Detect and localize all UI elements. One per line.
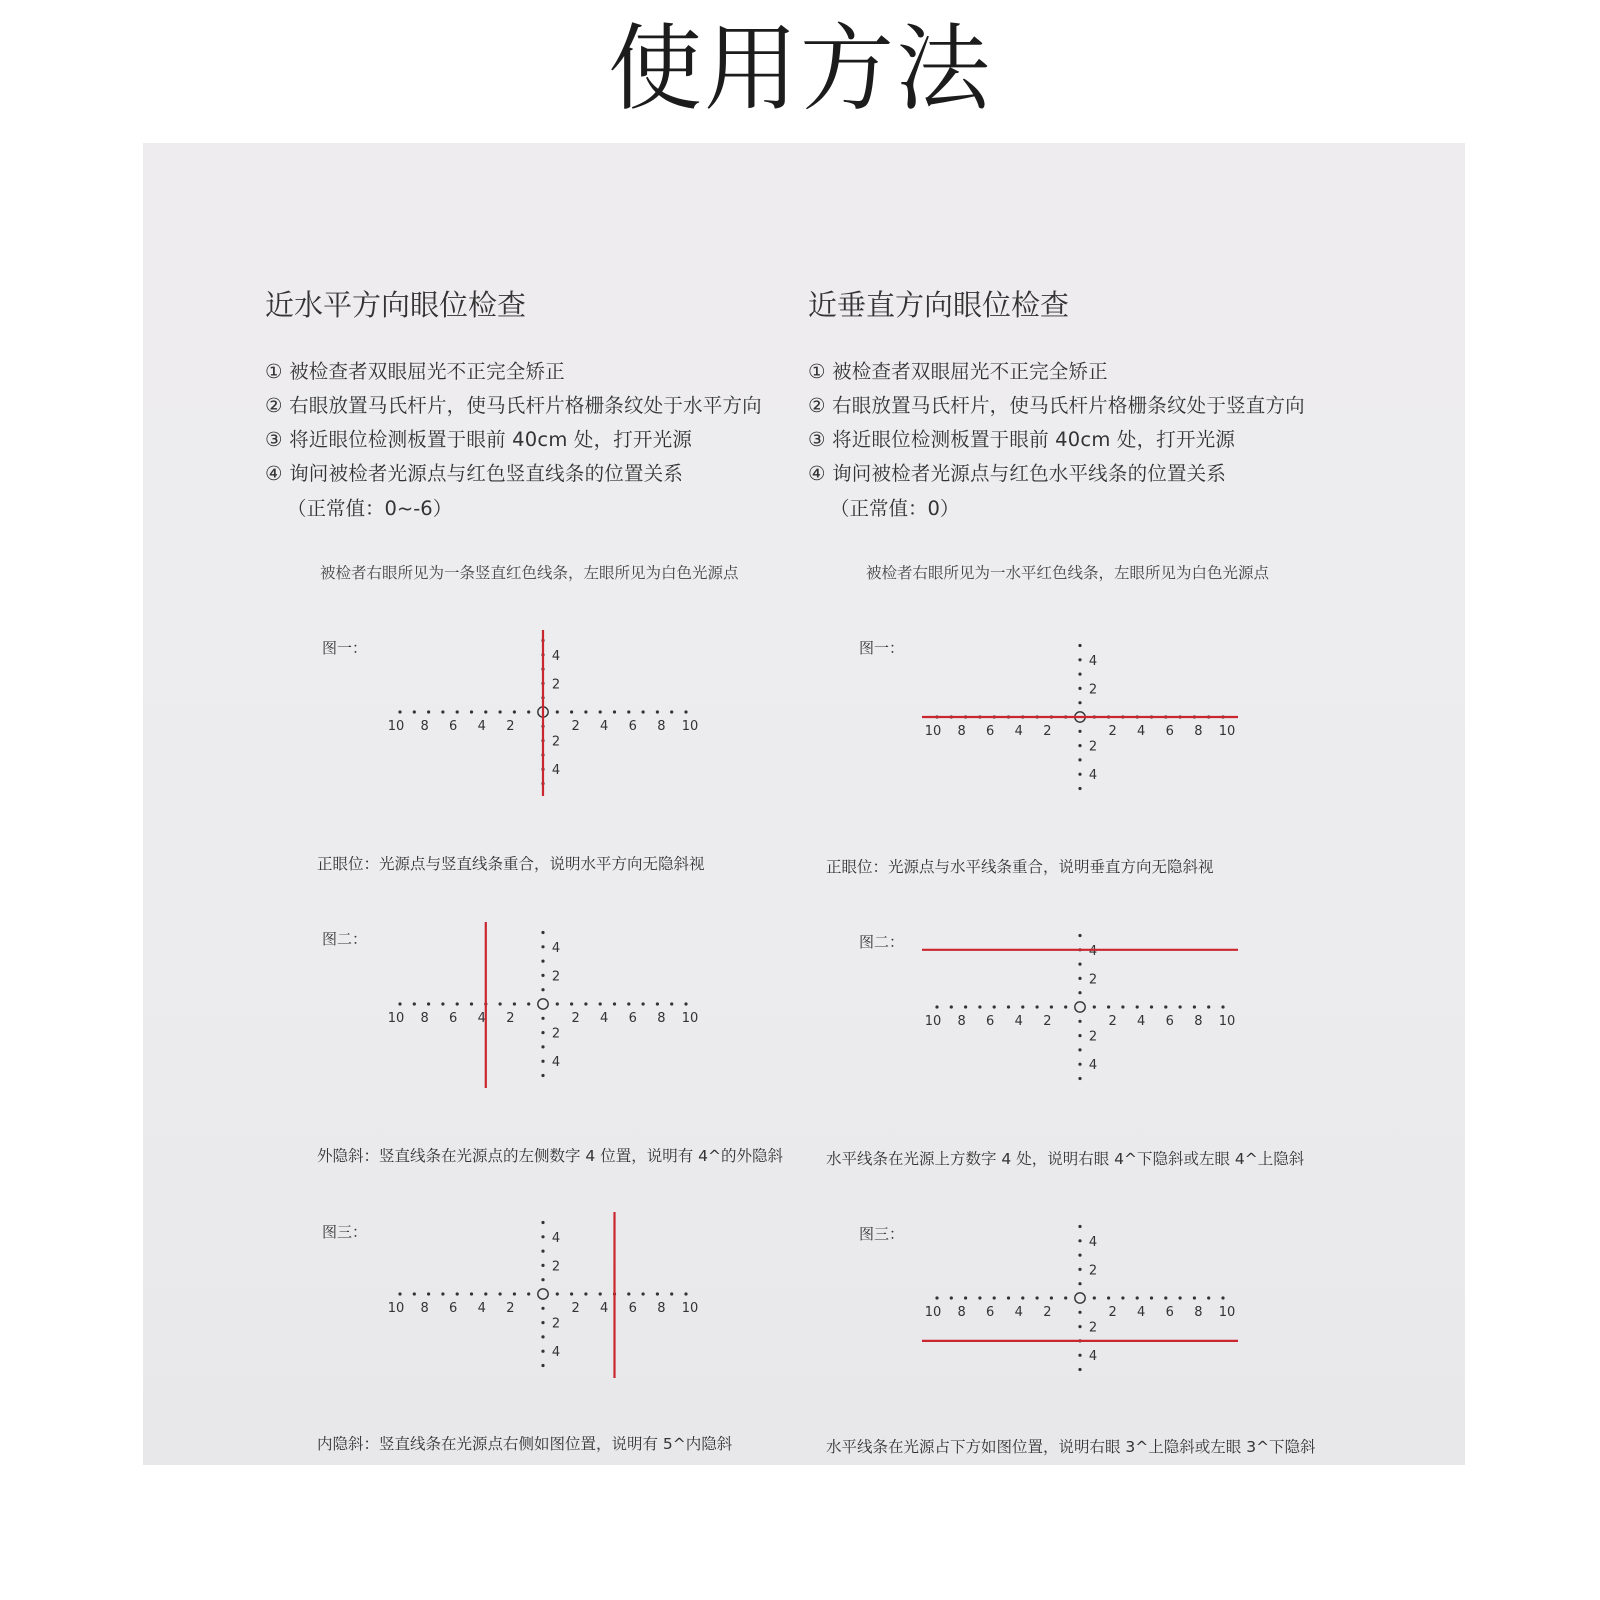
normal-value: （正常值：0） <box>830 497 960 520</box>
axis-dot <box>541 1221 544 1224</box>
axis-dot <box>1078 758 1081 761</box>
axis-tick-label: 6 <box>986 1305 995 1320</box>
axis-dot <box>427 1002 430 1005</box>
axis-tick-label: 10 <box>1218 1014 1236 1029</box>
axis-dot <box>541 945 544 948</box>
axis-tick-label: 10 <box>1218 1305 1236 1320</box>
axis-dot <box>1193 1296 1196 1299</box>
axis-tick-label: 6 <box>449 719 458 734</box>
axis-dot <box>541 974 544 977</box>
axis-tick-label: 4 <box>1014 1014 1023 1029</box>
axis-dot <box>541 1364 544 1367</box>
axis-tick-label: 2 <box>551 1316 561 1332</box>
axis-tick-label: 6 <box>1165 1014 1174 1029</box>
axis-dot <box>513 710 516 713</box>
axis-tick-label: 4 <box>1137 1014 1146 1029</box>
figure-3-caption: 水平线条在光源占下方如图位置，说明右眼 3^上隐斜或左眼 3^下隐斜 <box>826 1438 1316 1456</box>
axis-tick-label: 4 <box>1137 1305 1146 1320</box>
axis-dot <box>978 1005 981 1008</box>
axis-dot <box>541 1264 544 1267</box>
axis-dot <box>1221 1296 1224 1299</box>
axis-dot <box>684 1292 687 1295</box>
axis-tick-label: 8 <box>1194 724 1203 739</box>
axis-tick-label: 8 <box>420 719 429 734</box>
axis-dot <box>470 1292 473 1295</box>
axis-dot <box>670 1292 673 1295</box>
axis-dot <box>1078 1225 1081 1228</box>
axis-tick-label: 4 <box>551 763 561 779</box>
axis-tick-label: 2 <box>1043 1014 1052 1029</box>
axis-dot <box>556 710 559 713</box>
axis-dot <box>556 1292 559 1295</box>
axis-dot <box>599 1002 602 1005</box>
axis-dot <box>1136 1296 1139 1299</box>
axis-dot <box>670 1002 673 1005</box>
axis-dot <box>541 1017 544 1020</box>
axis-dot <box>527 1292 530 1295</box>
axis-dot <box>656 1292 659 1295</box>
axis-dot <box>599 1292 602 1295</box>
step-1: ① 被检查者双眼屈光不正完全矫正 <box>808 360 1108 383</box>
axis-dot <box>684 1002 687 1005</box>
axis-dot <box>1107 1296 1110 1299</box>
axis-dot <box>1078 730 1081 733</box>
axis-dot <box>1164 1005 1167 1008</box>
step-2: ② 右眼放置马氏杆片，使马氏杆片格栅条纹处于水平方向 <box>265 394 762 417</box>
axis-dot <box>499 710 502 713</box>
axis-dot <box>499 1292 502 1295</box>
axis-dot <box>470 1002 473 1005</box>
axis-dot <box>1193 1005 1196 1008</box>
axis-tick-label: 6 <box>628 1011 637 1026</box>
cross-axis <box>388 931 699 1077</box>
step-4: ④ 询问被检者光源点与红色水平线条的位置关系 <box>808 462 1227 485</box>
axis-tick-label: 2 <box>506 1301 515 1316</box>
axis-tick-label: 2 <box>1088 739 1098 755</box>
axis-dot <box>541 1335 544 1338</box>
axis-tick-label: 6 <box>628 719 637 734</box>
axis-tick-label: 2 <box>1088 1029 1098 1045</box>
axis-dot <box>1021 1296 1024 1299</box>
axis-dot <box>656 710 659 713</box>
section-heading: 近水平方向眼位检查 <box>265 288 527 322</box>
axis-dot <box>570 710 573 713</box>
axis-tick-label: 6 <box>449 1301 458 1316</box>
page-title: 使用方法 <box>607 15 992 124</box>
axis-dot <box>642 1292 645 1295</box>
axis-dot <box>398 1002 401 1005</box>
axis-dot <box>964 1296 967 1299</box>
axis-tick-label: 4 <box>1088 1058 1098 1074</box>
figure-2-label: 图二： <box>859 933 905 951</box>
axis-dot <box>599 710 602 713</box>
axis-tick-label: 2 <box>571 719 580 734</box>
axis-dot <box>1036 1005 1039 1008</box>
axis-tick-label: 10 <box>387 719 405 734</box>
figure-3-diagram <box>900 1198 1260 1398</box>
axis-dot <box>441 1292 444 1295</box>
axis-dot <box>1179 1296 1182 1299</box>
axis-dot <box>950 1296 953 1299</box>
axis-tick-label: 10 <box>387 1301 405 1316</box>
axis-dot <box>627 1292 630 1295</box>
axis-tick-label: 10 <box>387 1011 405 1026</box>
normal-value: （正常值：0~-6） <box>287 497 453 520</box>
axis-dot <box>978 1296 981 1299</box>
axis-tick-label: 2 <box>551 1259 561 1275</box>
axis-tick-label: 2 <box>1108 724 1117 739</box>
step-4: ④ 询问被检者光源点与红色竖直线条的位置关系 <box>265 462 684 485</box>
step-1: ① 被检查者双眼屈光不正完全矫正 <box>265 360 565 383</box>
axis-dot <box>1078 1368 1081 1371</box>
axis-tick-label: 10 <box>681 719 699 734</box>
axis-dot <box>1078 1077 1081 1080</box>
axis-tick-label: 2 <box>571 1011 580 1026</box>
axis-dot <box>584 710 587 713</box>
axis-dot <box>541 1250 544 1253</box>
axis-dot <box>1121 1005 1124 1008</box>
axis-dot <box>1078 1034 1081 1037</box>
figure-1-label: 图一： <box>859 639 905 657</box>
cross-axis <box>388 1221 699 1367</box>
axis-dot <box>570 1292 573 1295</box>
axis-dot <box>1078 687 1081 690</box>
axis-dot <box>993 1296 996 1299</box>
axis-tick-label: 4 <box>1088 943 1098 959</box>
vertical-exam-column <box>808 0 1348 1600</box>
axis-dot <box>1078 977 1081 980</box>
axis-dot <box>1050 1005 1053 1008</box>
light-source-ring <box>538 1289 548 1299</box>
axis-tick-label: 10 <box>924 1305 942 1320</box>
figure-1-caption: 正眼位：光源点与竖直线条重合，说明水平方向无隐斜视 <box>317 855 705 873</box>
axis-tick-label: 2 <box>1043 724 1052 739</box>
axis-tick-label: 6 <box>449 1011 458 1026</box>
axis-dot <box>427 710 430 713</box>
figure-3-label: 图三： <box>322 1223 368 1241</box>
axis-dot <box>613 710 616 713</box>
axis-dot <box>1021 1005 1024 1008</box>
figure-2-diagram <box>900 907 1260 1107</box>
axis-dot <box>642 1002 645 1005</box>
axis-dot <box>1064 1005 1067 1008</box>
axis-dot <box>1078 1268 1081 1271</box>
axis-dot <box>627 1002 630 1005</box>
axis-dot <box>627 710 630 713</box>
axis-dot <box>1078 1325 1081 1328</box>
axis-dot <box>541 1278 544 1281</box>
axis-dot <box>1078 934 1081 937</box>
figure-1-label: 图一： <box>322 639 368 657</box>
axis-tick-label: 8 <box>657 1301 666 1316</box>
axis-dot <box>541 1060 544 1063</box>
axis-dot <box>1078 1311 1081 1314</box>
axis-dot <box>1121 1296 1124 1299</box>
axis-tick-label: 6 <box>1165 724 1174 739</box>
axis-dot <box>964 1005 967 1008</box>
axis-dot <box>541 1235 544 1238</box>
cross-axis <box>925 1225 1236 1371</box>
axis-tick-label: 2 <box>1088 1263 1098 1279</box>
axis-dot <box>499 1002 502 1005</box>
axis-dot <box>584 1002 587 1005</box>
axis-tick-label: 4 <box>1014 724 1023 739</box>
axis-dot <box>1107 1005 1110 1008</box>
axis-dot <box>513 1002 516 1005</box>
axis-dot <box>1078 744 1081 747</box>
axis-tick-label: 2 <box>1043 1305 1052 1320</box>
light-source-ring <box>1075 1002 1085 1012</box>
figure-1-diagram <box>900 617 1260 817</box>
axis-dot <box>1150 1005 1153 1008</box>
axis-tick-label: 2 <box>1088 972 1098 988</box>
axis-dot <box>1078 1254 1081 1257</box>
axis-tick-label: 4 <box>1014 1305 1023 1320</box>
axis-tick-label: 2 <box>1088 682 1098 698</box>
axis-dot <box>441 1002 444 1005</box>
step-3: ③ 将近眼位检测板置于眼前 40cm 处，打开光源 <box>808 428 1236 451</box>
axis-dot <box>1207 1296 1210 1299</box>
axis-tick-label: 4 <box>551 1230 561 1246</box>
axis-dot <box>1036 1296 1039 1299</box>
axis-tick-label: 6 <box>986 724 995 739</box>
axis-dot <box>613 1002 616 1005</box>
axis-dot <box>1179 1005 1182 1008</box>
axis-dot <box>1078 787 1081 790</box>
axis-dot <box>1078 701 1081 704</box>
figure-2-diagram <box>363 904 723 1104</box>
axis-tick-label: 2 <box>551 1026 561 1042</box>
axis-dot <box>1078 963 1081 966</box>
axis-dot <box>1221 1005 1224 1008</box>
axis-dot <box>456 710 459 713</box>
axis-dot <box>1007 1296 1010 1299</box>
axis-tick-label: 2 <box>551 969 561 985</box>
axis-dot <box>1093 1296 1096 1299</box>
axis-tick-label: 2 <box>551 677 561 693</box>
axis-tick-label: 2 <box>1088 1320 1098 1336</box>
cross-axis <box>925 934 1236 1080</box>
axis-dot <box>541 1350 544 1353</box>
axis-tick-label: 2 <box>571 1301 580 1316</box>
axis-dot <box>556 1002 559 1005</box>
axis-dot <box>1150 1296 1153 1299</box>
axis-dot <box>541 1031 544 1034</box>
axis-tick-label: 10 <box>681 1301 699 1316</box>
axis-dot <box>1078 1354 1081 1357</box>
axis-tick-label: 4 <box>551 1055 561 1071</box>
axis-tick-label: 2 <box>506 1011 515 1026</box>
axis-tick-label: 8 <box>1194 1305 1203 1320</box>
axis-dot <box>642 710 645 713</box>
axis-tick-label: 4 <box>477 1011 486 1026</box>
axis-tick-label: 10 <box>681 1011 699 1026</box>
axis-tick-label: 8 <box>657 1011 666 1026</box>
axis-dot <box>584 1292 587 1295</box>
axis-dot <box>413 710 416 713</box>
axis-dot <box>1093 1005 1096 1008</box>
axis-dot <box>470 710 473 713</box>
axis-dot <box>541 1307 544 1310</box>
section-heading: 近垂直方向眼位检查 <box>808 288 1070 322</box>
axis-tick-label: 4 <box>1088 1349 1098 1365</box>
light-source-ring <box>538 999 548 1009</box>
light-source-ring <box>1075 1293 1085 1303</box>
axis-tick-label: 4 <box>600 1011 609 1026</box>
figure-1-caption: 正眼位：光源点与水平线条重合，说明垂直方向无隐斜视 <box>826 858 1214 876</box>
axis-tick-label: 4 <box>477 1301 486 1316</box>
axis-tick-label: 6 <box>986 1014 995 1029</box>
axis-dot <box>541 1321 544 1324</box>
axis-tick-label: 8 <box>420 1301 429 1316</box>
axis-dot <box>1050 1296 1053 1299</box>
axis-tick-label: 6 <box>628 1301 637 1316</box>
figure-3-diagram <box>363 1194 723 1394</box>
axis-tick-label: 2 <box>551 734 561 750</box>
diagram-intro: 被检者右眼所见为一水平红色线条，左眼所见为白色光源点 <box>866 564 1270 582</box>
axis-tick-label: 2 <box>506 719 515 734</box>
axis-dot <box>993 1005 996 1008</box>
axis-dot <box>684 710 687 713</box>
axis-dot <box>413 1292 416 1295</box>
axis-tick-label: 10 <box>1218 724 1236 739</box>
horizontal-exam-column <box>265 0 805 1600</box>
axis-dot <box>456 1002 459 1005</box>
axis-dot <box>484 710 487 713</box>
axis-dot <box>1078 658 1081 661</box>
axis-dot <box>513 1292 516 1295</box>
axis-dot <box>950 1005 953 1008</box>
axis-tick-label: 8 <box>657 719 666 734</box>
axis-dot <box>656 1002 659 1005</box>
axis-dot <box>1207 1005 1210 1008</box>
axis-dot <box>1078 644 1081 647</box>
diagram-intro: 被检者右眼所见为一条竖直红色线条，左眼所见为白色光源点 <box>320 564 739 582</box>
axis-dot <box>1078 1048 1081 1051</box>
axis-dot <box>570 1002 573 1005</box>
axis-tick-label: 8 <box>957 1014 966 1029</box>
figure-3-caption: 内隐斜：竖直线条在光源点右侧如图位置，说明有 5^内隐斜 <box>317 1435 733 1453</box>
figure-2-caption: 外隐斜：竖直线条在光源点的左侧数字 4 位置，说明有 4^的外隐斜 <box>317 1147 783 1165</box>
figure-3-label: 图三： <box>859 1225 905 1243</box>
axis-dot <box>541 988 544 991</box>
axis-dot <box>484 1292 487 1295</box>
axis-dot <box>427 1292 430 1295</box>
axis-dot <box>1007 1005 1010 1008</box>
axis-tick-label: 4 <box>551 940 561 956</box>
axis-tick-label: 8 <box>957 724 966 739</box>
axis-tick-label: 4 <box>551 1345 561 1361</box>
axis-dot <box>398 1292 401 1295</box>
axis-tick-label: 4 <box>600 1301 609 1316</box>
axis-dot <box>1078 1063 1081 1066</box>
axis-tick-label: 2 <box>1108 1014 1117 1029</box>
axis-tick-label: 4 <box>551 648 561 664</box>
axis-tick-label: 8 <box>1194 1014 1203 1029</box>
figure-1-diagram <box>363 612 723 812</box>
axis-dot <box>935 1005 938 1008</box>
axis-tick-label: 8 <box>420 1011 429 1026</box>
axis-dot <box>398 710 401 713</box>
axis-dot <box>541 931 544 934</box>
axis-dot <box>1078 1239 1081 1242</box>
figure-2-label: 图二： <box>322 930 368 948</box>
axis-dot <box>541 1045 544 1048</box>
axis-tick-label: 4 <box>600 719 609 734</box>
axis-dot <box>413 1002 416 1005</box>
step-2: ② 右眼放置马氏杆片，使马氏杆片格栅条纹处于竖直方向 <box>808 394 1305 417</box>
axis-dot <box>1078 1020 1081 1023</box>
axis-tick-label: 4 <box>1137 724 1146 739</box>
axis-dot <box>1078 991 1081 994</box>
axis-dot <box>1164 1296 1167 1299</box>
step-3: ③ 将近眼位检测板置于眼前 40cm 处，打开光源 <box>265 428 693 451</box>
axis-dot <box>1136 1005 1139 1008</box>
axis-dot <box>670 710 673 713</box>
axis-tick-label: 8 <box>957 1305 966 1320</box>
axis-tick-label: 4 <box>477 719 486 734</box>
axis-dot <box>541 1074 544 1077</box>
axis-tick-label: 10 <box>924 1014 942 1029</box>
axis-dot <box>1078 773 1081 776</box>
figure-2-caption: 水平线条在光源上方数字 4 处，说明右眼 4^下隐斜或左眼 4^上隐斜 <box>826 1150 1305 1168</box>
axis-tick-label: 10 <box>924 724 942 739</box>
axis-dot <box>1078 1282 1081 1285</box>
axis-dot <box>527 710 530 713</box>
axis-dot <box>456 1292 459 1295</box>
axis-dot <box>541 960 544 963</box>
axis-dot <box>1078 673 1081 676</box>
axis-tick-label: 4 <box>1088 1234 1098 1250</box>
axis-dot <box>1064 1296 1067 1299</box>
axis-tick-label: 4 <box>1088 768 1098 784</box>
axis-dot <box>441 710 444 713</box>
axis-dot <box>527 1002 530 1005</box>
axis-dot <box>935 1296 938 1299</box>
axis-tick-label: 2 <box>1108 1305 1117 1320</box>
axis-tick-label: 6 <box>1165 1305 1174 1320</box>
axis-tick-label: 4 <box>1088 653 1098 669</box>
